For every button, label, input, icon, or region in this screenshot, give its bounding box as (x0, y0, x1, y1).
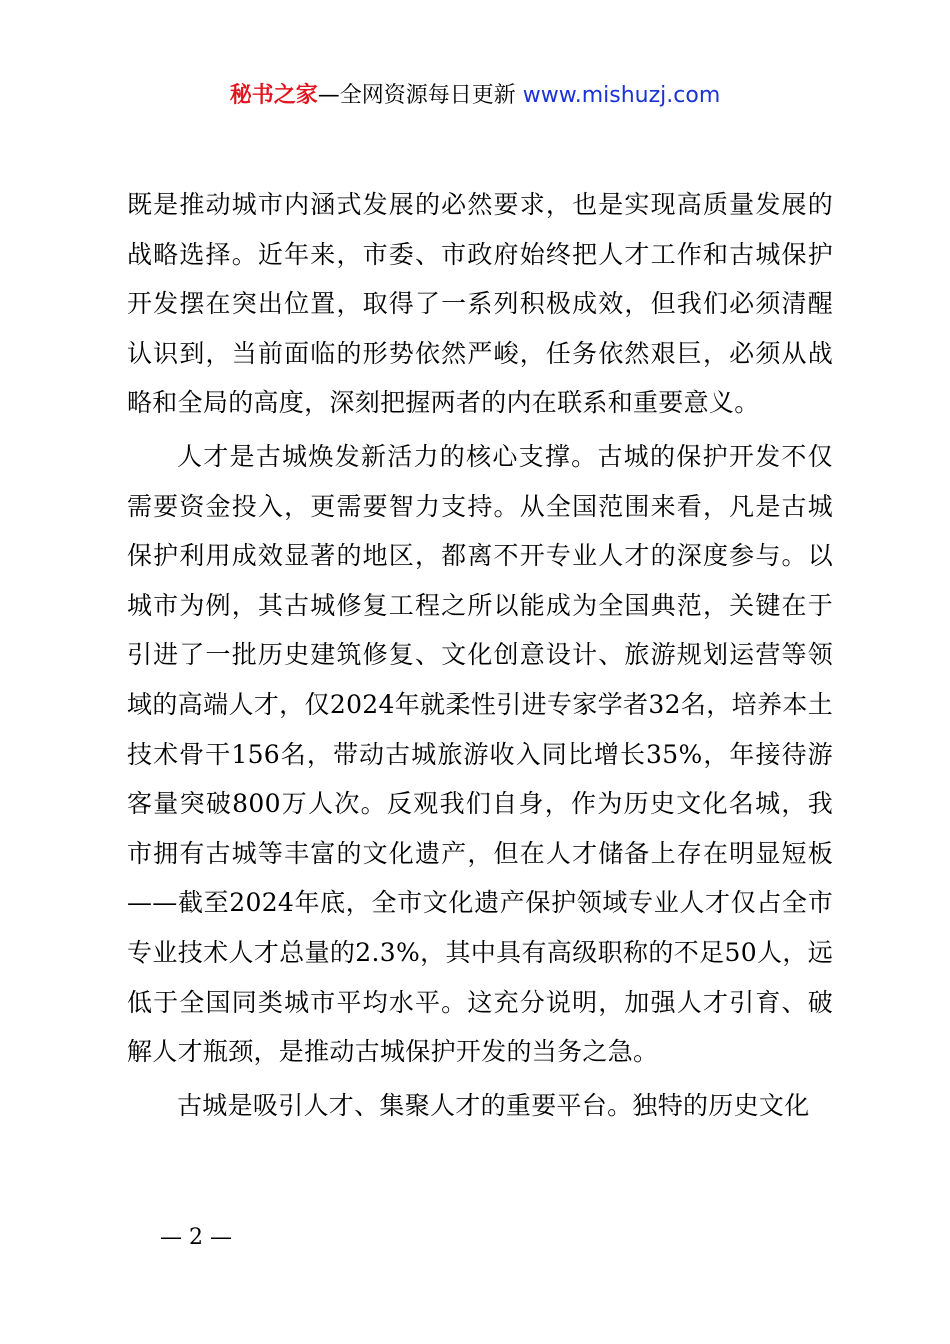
paragraph: 既是推动城市内涵式发展的必然要求，也是实现高质量发展的战略选择。近年来，市委、市政府始终把人才工作和古城保护开发摆在突出位置，取得了一系列积极成效，但我们必须清醒认识到，当前面临的形势依然严峻，任务依然艰巨，必须从战略和全局的高度，深刻把握两者的内在联系和重要意义。 (127, 190, 833, 418)
document-body (127, 180, 833, 1134)
brand-name: 秘书之家 (229, 83, 318, 108)
paragraph: 人才是古城焕发新活力的核心支撑。古城的保护开发不仅需要资金投入，更需要智力支持。从全国范围来看，凡是古城保护利用成效显著的地区，都离不开专业人才的深度参与。以城市为例，其古城修复工程之所以能成为全国典范，关键在于引进了一批历史建筑修复、文化创意设计、旅游规划运营等领域的高端人才，仅2024年就柔性引进专家学者32名，培养本土技术骨干156名，带动古城旅游收入同比增长35%，年接待游客量突破800万人次。反观我们自身，作为历史文化名城，我市拥有古城等丰富的文化遗产，但在人才储备上存在明显短板——截至2024年底，全市文化遗产保护领域专业人才仅占全市专业技术人才总量的2.3%，其中具有高级职称的不足50人，远低于全国同类城市平均水平。这充分说明，加强人才引育、破解人才瓶颈，是推动古城保护开发的当务之急。 (127, 441, 833, 1067)
paragraph: 古城是吸引人才、集聚人才的重要平台。独特的历史文化 (177, 1090, 810, 1120)
header-tagline: —全网资源每日更新 (317, 83, 523, 108)
page-number: — 2 — (160, 1225, 232, 1250)
site-url-link[interactable]: www.mishuzj.com (522, 83, 721, 108)
site-header (0, 80, 950, 112)
